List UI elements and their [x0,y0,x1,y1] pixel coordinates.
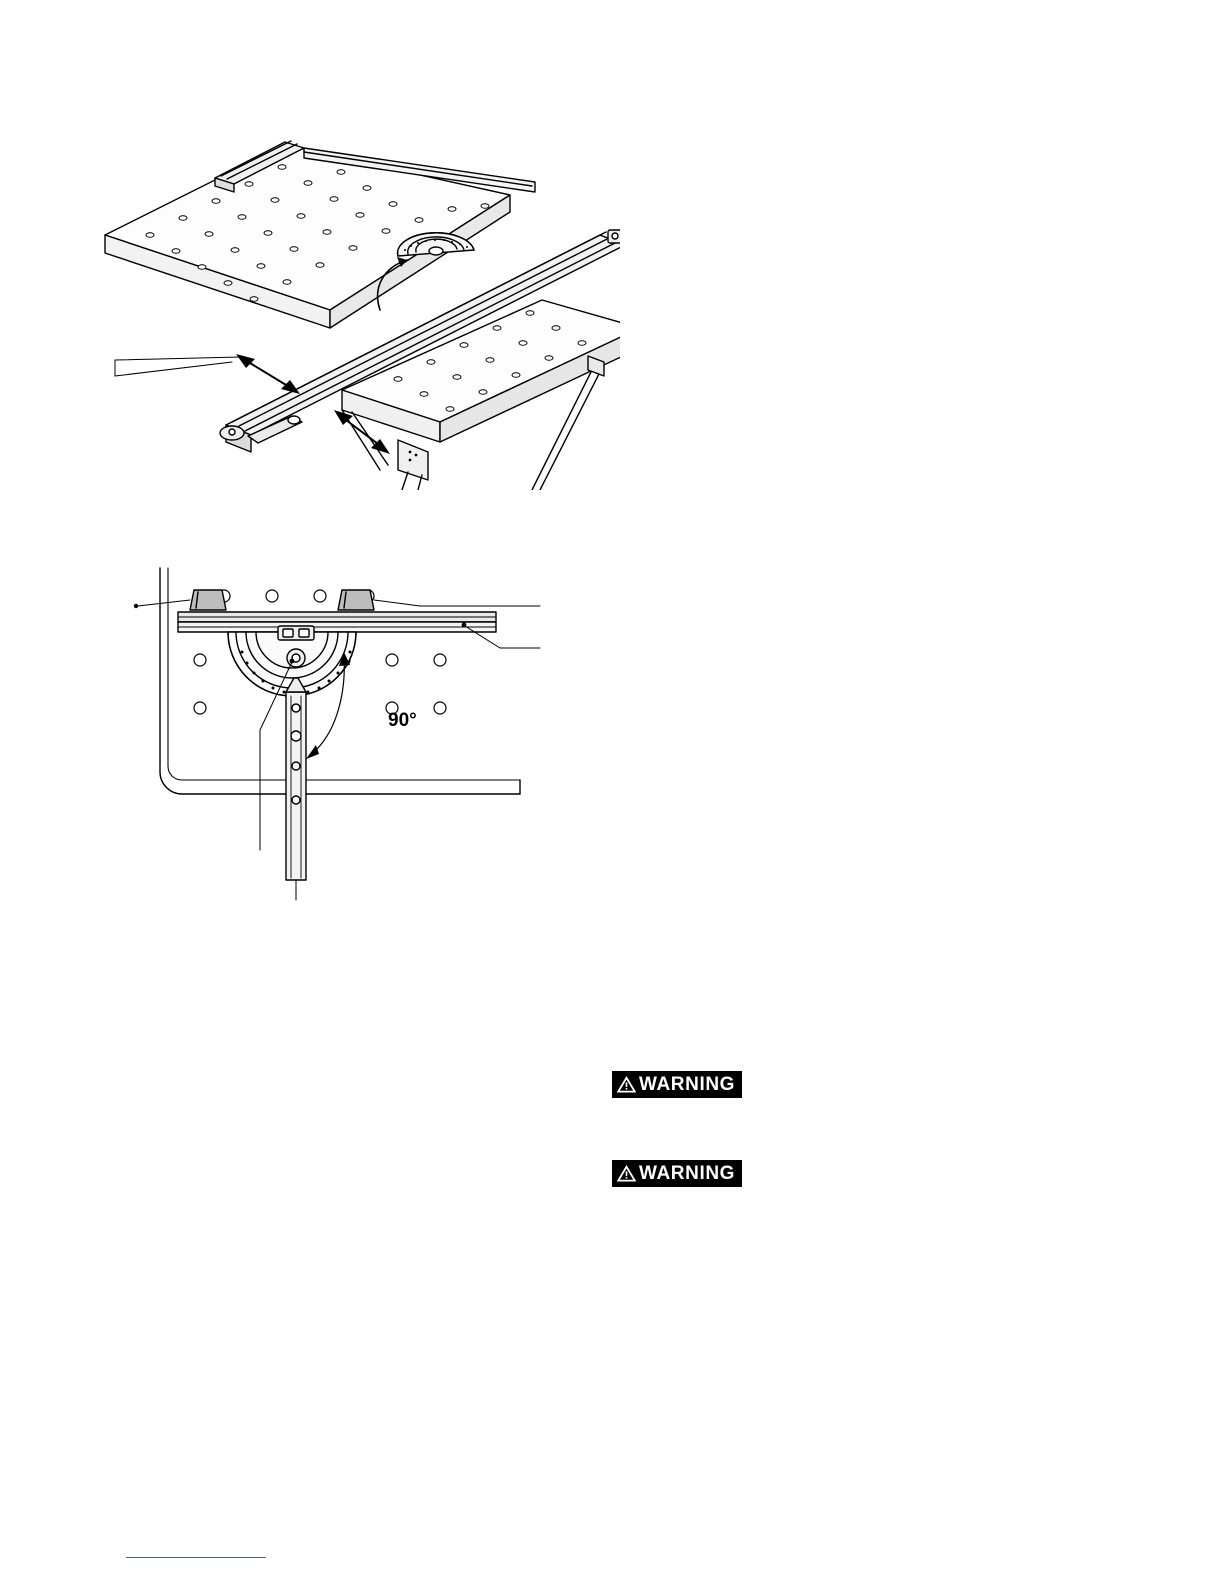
angle-annotation-90: 90° [388,710,417,731]
warning-triangle-icon [617,1076,636,1093]
warning-label: WARNING [639,1074,736,1095]
footer-link[interactable] [126,1548,266,1559]
warning-triangle-icon [617,1165,636,1182]
miter-gauge-90-degree-squaring-illustration [120,560,590,930]
worktable-fence-adjustment-illustration [80,60,620,490]
warning-badge [612,1071,742,1098]
warning-label: WARNING [639,1163,736,1184]
warning-badge [612,1160,742,1187]
footer-link-underline [126,1557,266,1558]
